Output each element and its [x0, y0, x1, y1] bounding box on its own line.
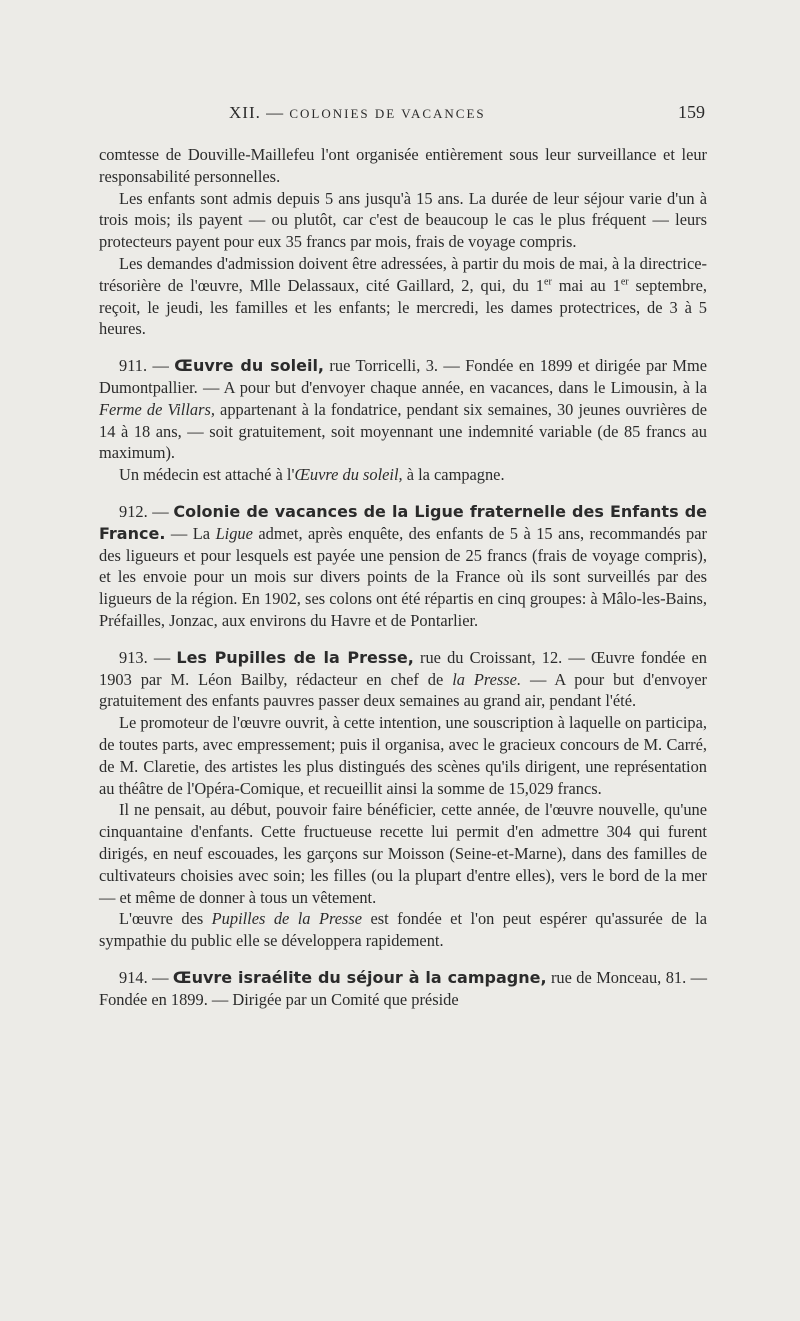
intro-paragraph-1: comtesse de Douville-Maillefeu l'ont organisée entièrement sous leur surveillance et leur responsabilité personnelles. — [99, 145, 707, 186]
intro-p3-text-c: septembre, reçoit, le jeudi, les familles et les enfants; le mercredi, les dames protectrices, de 3 à 5 heures. — [99, 275, 707, 339]
page-number: 159 — [678, 102, 705, 122]
entry-text: Un médecin est attaché à l' — [119, 465, 295, 485]
entry-number: 911. — — [119, 356, 175, 376]
entry-italic: Ferme de Villars, — [99, 399, 215, 419]
entry-text: L'œuvre des — [119, 909, 212, 929]
chapter-title: COLONIES DE VACANCES — [289, 106, 486, 121]
entry-heading: Œuvre israélite du séjour à la campagne, — [172, 967, 547, 987]
entry-text: appartenant à la fondatrice, pendant six semaines, 30 jeunes ouvrières de 14 à 18 ans, — soit gratuitement, soit moyennant une indemnité variable (de 85 francs au maximum). — [99, 399, 707, 463]
entry-text: rue du Croissant, 12. — Œuvre fondée en 1903 par M. Léon Bailby, rédacteur en chef de — [99, 647, 708, 689]
entry-911 — [99, 355, 707, 464]
intro-paragraph-3 — [99, 253, 707, 340]
entry-913-paragraph-2: Le promoteur de l'œuvre ouvrit, à cette intention, une souscription à laquelle on participa, de toutes parts, avec empressement; puis il organisa, avec le gracieux concours de M. Carré, de M. Claretie, des artistes les plus distingués des scènes qu'ils dirigent, une représentation au théâtre de l'Opéra-Comique, et recueillit ainsi la somme de 15,029 francs. — [99, 713, 707, 798]
entry-913-paragraph-4 — [99, 908, 707, 952]
entry-italic: Pupilles de la Presse — [211, 909, 363, 929]
ordinal-sup-1: er — [544, 276, 552, 288]
running-head-title — [229, 102, 486, 125]
entry-italic: la Presse. — [452, 669, 522, 689]
intro-paragraph-2: Les enfants sont admis depuis 5 ans jusqu'à 15 ans. La durée de leur séjour varie d'un à trois mois; ils payent — ou plutôt, car c'est de beaucoup le cas le plus fréquent — leurs protecteurs payent pour eux 35 francs par mois, frais de voyage compris. — [99, 188, 707, 252]
intro-p3-text-a: Les demandes d'admission doivent être adressées, à partir du mois de mai, à la directrice-trésorière de l'œuvre, Mlle Delassaux, cité Gaillard, 2, qui, du 1 — [99, 253, 707, 295]
entry-911-paragraph-2 — [99, 464, 707, 486]
header-dash: — — [266, 103, 285, 122]
entry-913-paragraph-3: Il ne pensait, au début, pouvoir faire bénéficier, cette année, de l'œuvre nouvelle, qu'une cinquantaine d'enfants. Cette fructueuse recette lui permit d'en admettre 304 qui furent dirigés, en neuf escouades, les garçons sur Moisson (Seine-et-Marne), dans des familles de cultivateurs choisies avec soin; les filles (ou la plupart d'entre elles), vers le bord de la mer — et même de donner à tous un vêtement. — [99, 800, 707, 907]
entry-text: à la campagne. — [402, 465, 505, 485]
entry-heading: Les Pupilles de la Presse, — [176, 647, 414, 667]
entry-text: — La — [165, 523, 216, 543]
intro-p3-text-b: mai au 1 — [551, 275, 621, 295]
entry-number: 914. — — [119, 967, 173, 987]
page-text — [99, 102, 707, 1010]
entry-913 — [99, 647, 707, 712]
chapter-number: XII. — [229, 103, 261, 122]
entry-italic: Ligue — [215, 523, 253, 543]
entry-text: rue Torricelli, 3. — Fondée en 1899 et dirigée par Mme Dumontpallier. — A pour but d'envoyer chaque année, en vacances, dans le Limousin, à la — [99, 356, 707, 397]
entry-912 — [99, 501, 707, 632]
entry-heading: Colonie de vacances de la Ligue fraternelle des Enfants de France. — [99, 501, 708, 543]
ordinal-sup-2: er — [620, 276, 629, 288]
entry-text: est fondée et l'on peut espérer qu'assurée de la sympathie du public elle se développera rapidement. — [99, 909, 707, 951]
entry-number: 912. — — [119, 501, 174, 521]
entry-heading: Œuvre du soleil, — [174, 356, 325, 376]
entry-number: 913. — — [119, 647, 177, 667]
entry-text: — A pour but d'envoyer gratuitement des enfants pauvres passer deux semaines au grand air, pendant l'été. — [99, 669, 707, 711]
entry-text: admet, après enquête, des enfants de 5 à 15 ans, recommandés par des ligueurs et pour lesquels est payée une pension de 25 francs (frais de voyage compris), et les envoie pour un mois sur divers points de la France où ils sont surveillés par des ligueurs de la région. En 1902, ses colons ont été répartis en cinq groupes: à Mâlo-les-Bains, Préfailles, Jonzac, aux environs du Havre et de Pontarlier. — [99, 523, 707, 630]
entry-italic: Œuvre du soleil, — [294, 465, 403, 485]
entry-text: rue de Monceau, 81. — Fondée en 1899. — Dirigée par un Comité que préside — [99, 967, 707, 1009]
entry-914 — [99, 967, 707, 1011]
running-head — [99, 102, 707, 128]
